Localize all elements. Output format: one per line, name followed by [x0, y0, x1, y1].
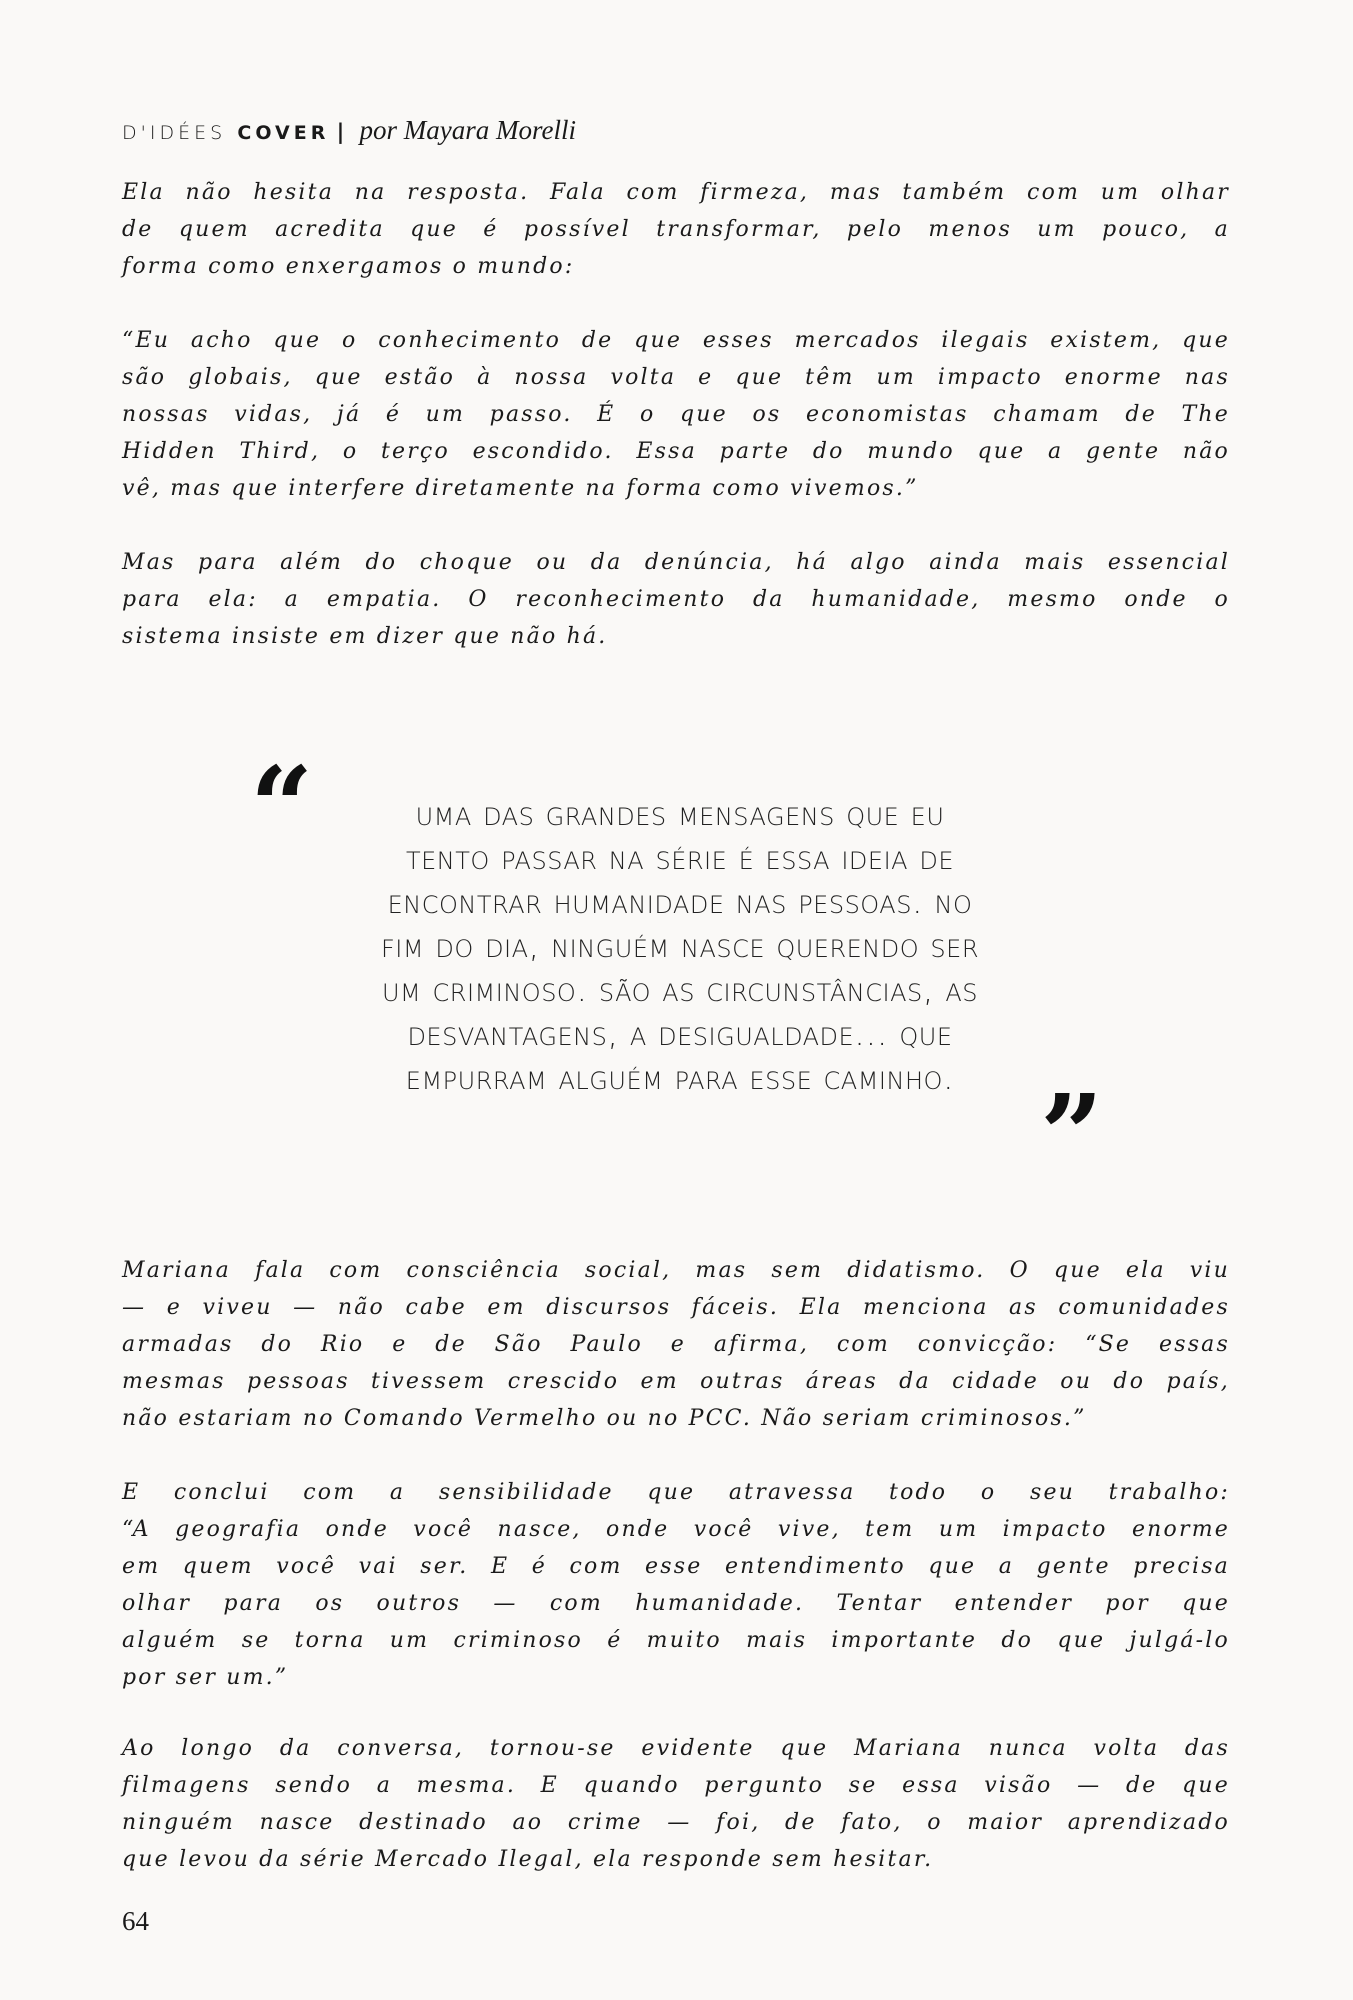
paragraph-4	[122, 1252, 1230, 1437]
text-line: “Eu acho que o conhecimento de que esses mercados ilegais existem, que	[122, 328, 1230, 353]
text-line: filmagens sendo a mesma. E quando pergunto se essa visão — de que	[122, 1773, 1230, 1798]
text-line: para ela: a empatia. O reconhecimento da humanidade, mesmo onde o	[122, 587, 1230, 612]
text-line: por ser um.”	[122, 1665, 289, 1690]
open-quote-mark-icon: “	[250, 742, 314, 871]
paragraph-2	[122, 322, 1230, 507]
text-line: Mariana fala com consciência social, mas sem didatismo. O que ela viu	[122, 1258, 1230, 1283]
text-line: Hidden Third, o terço escondido. Essa parte do mundo que a gente não	[122, 439, 1230, 464]
text-line: vê, mas que interfere diretamente na forma como vivemos.”	[122, 476, 919, 501]
pull-quote	[300, 792, 1060, 1100]
pull-quote-line: desvantagens, a desigualdade... que	[407, 1014, 953, 1054]
pull-quote-line: empurram alguém para esse caminho.	[405, 1058, 955, 1098]
brand-name: D'IDÉES	[122, 122, 227, 144]
text-line: mesmas pessoas tivessem crescido em outras áreas da cidade ou do país,	[122, 1369, 1230, 1394]
text-line: Ela não hesita na resposta. Fala com firmeza, mas também com um olhar	[122, 180, 1230, 205]
text-line: são globais, que estão à nossa volta e que têm um impacto enorme nas	[122, 365, 1230, 390]
paragraph-6	[122, 1730, 1230, 1878]
text-line: de quem acredita que é possível transformar, pelo menos um pouco, a	[122, 217, 1230, 242]
text-line: olhar para os outros — com humanidade. Tentar entender por que	[122, 1591, 1230, 1616]
pull-quote-line: tento passar na série é essa ideia de	[405, 838, 955, 878]
text-line: que levou da série Mercado Ilegal, ela responde sem hesitar.	[122, 1847, 934, 1872]
text-line: sistema insiste em dizer que não há.	[122, 624, 608, 649]
text-line: forma como enxergamos o mundo:	[122, 254, 575, 279]
pull-quote-line: fim do dia, ninguém nasce querendo ser	[381, 926, 979, 966]
section-name: COVER	[237, 122, 330, 144]
text-line: E conclui com a sensibilidade que atravessa todo o seu trabalho:	[122, 1480, 1230, 1505]
text-line: nossas vidas, já é um passo. É o que os economistas chamam de The	[122, 402, 1230, 427]
pull-quote-line: encontrar humanidade nas pessoas. no	[387, 882, 973, 922]
text-line: armadas do Rio e de São Paulo e afirma, com convicção: “Se essas	[122, 1332, 1230, 1357]
paragraph-1	[122, 174, 1230, 285]
paragraph-5	[122, 1474, 1230, 1696]
text-line: Mas para além do choque ou da denúncia, há algo ainda mais essencial	[122, 550, 1230, 575]
text-line: não estariam no Comando Vermelho ou no PCC. Não seriam criminosos.”	[122, 1406, 1087, 1431]
page-header	[122, 114, 576, 149]
text-line: ninguém nasce destinado ao crime — foi, de fato, o maior aprendizado	[122, 1810, 1230, 1835]
text-line: “A geografia onde você nasce, onde você vive, tem um impacto enorme	[122, 1517, 1230, 1542]
pull-quote-line: uma das grandes mensagens que eu	[415, 794, 945, 834]
byline: por Mayara Morelli	[359, 115, 576, 145]
text-line: — e viveu — não cabe em discursos fáceis. Ela menciona as comunidades	[122, 1295, 1230, 1320]
text-line: Ao longo da conversa, tornou-se evidente que Mariana nunca volta das	[122, 1736, 1230, 1761]
header-separator: |	[336, 120, 345, 144]
pull-quote-line: um criminoso. são as circunstâncias, as	[381, 970, 979, 1010]
page-number: 64	[122, 1906, 149, 1936]
paragraph-3	[122, 544, 1230, 655]
text-line: em quem você vai ser. E é com esse entendimento que a gente precisa	[122, 1554, 1230, 1579]
close-quote-mark-icon: ”	[1040, 1070, 1104, 1199]
text-line: alguém se torna um criminoso é muito mais importante do que julgá-lo	[122, 1628, 1230, 1653]
